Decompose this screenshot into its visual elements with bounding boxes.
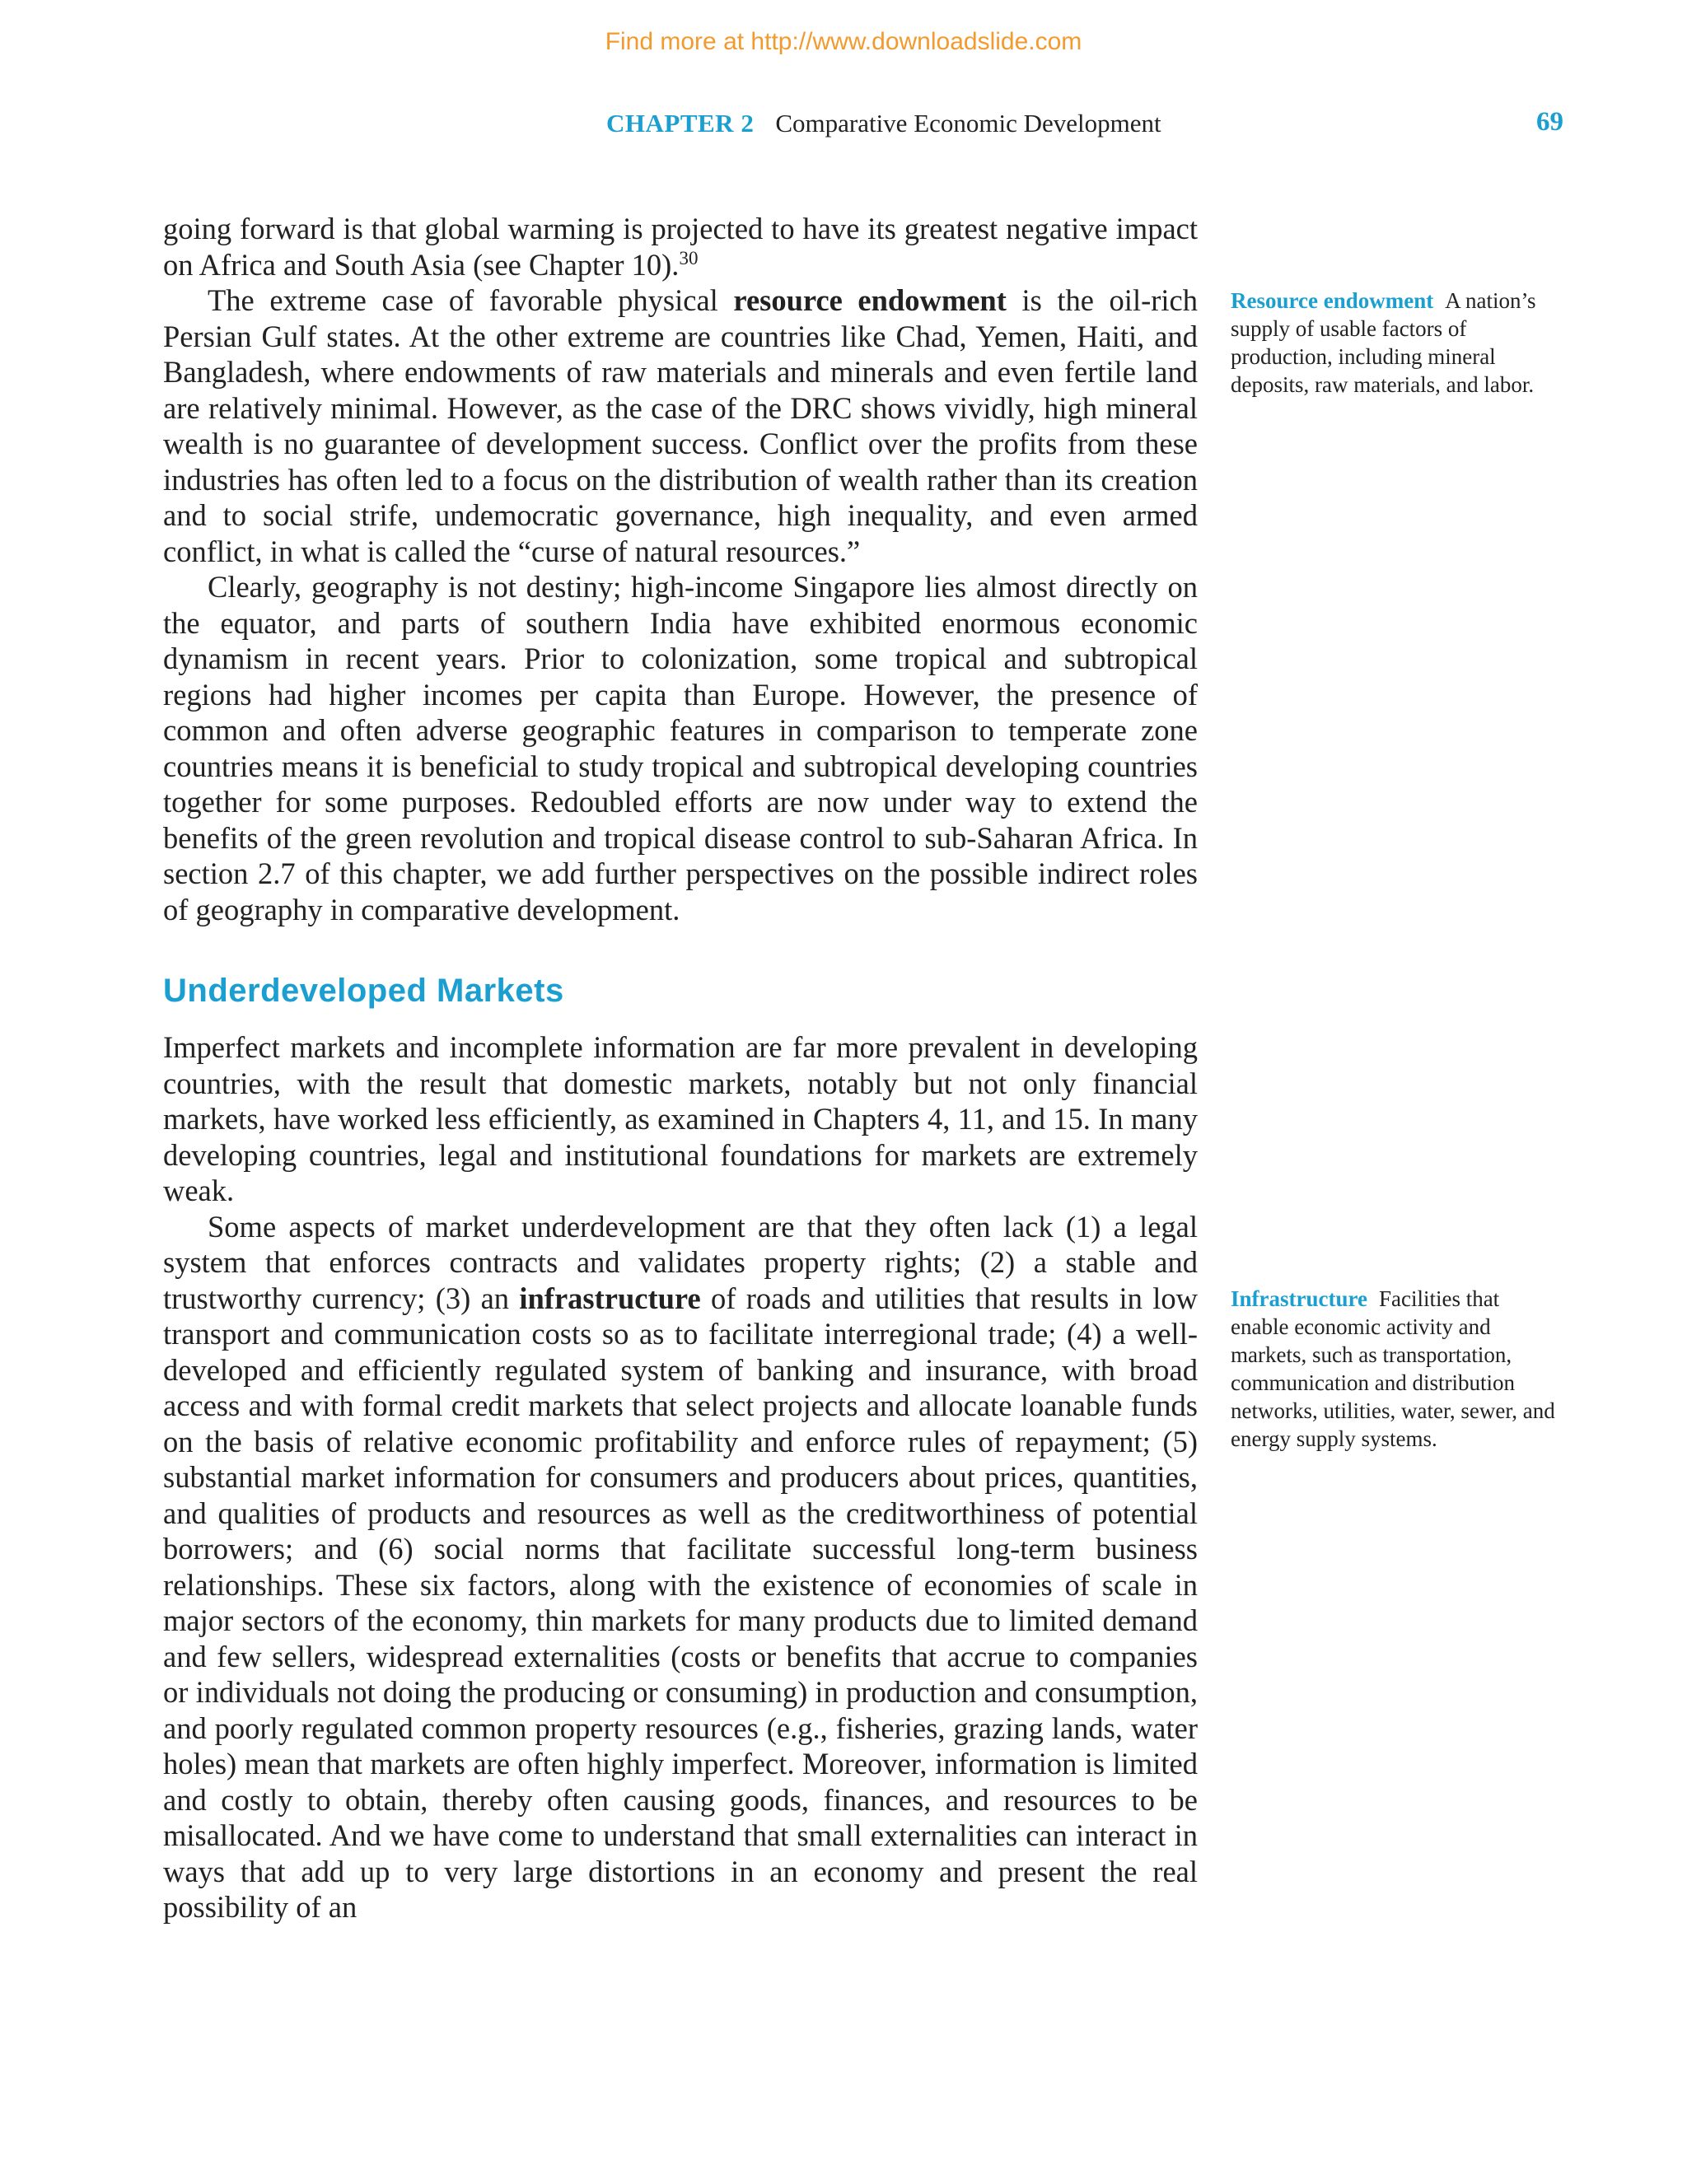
glossary-resource-endowment [1231,287,1557,399]
key-term-resource-endowment: resource endowment [733,283,1007,317]
chapter-title: Comparative Economic Development [775,109,1161,138]
main-text [163,211,1198,1925]
paragraph-2: The extreme case of favorable physical resource endowment is the oil-rich Persian Gulf states. At the other extreme are countries like Chad, Yemen, Haiti, and Bangladesh, where endowments of raw materials and minerals and even fertile land are relatively minimal. However, as the case of the DRC shows vividly, high mineral wealth is no guarantee of development success. Conflict over the profits from these industries has often led to a focus on the distribution of wealth rather than its creation and to social strife, undemocratic governance, high inequality, and even armed conflict, in what is called the “curse of natural resources.” [163,283,1198,568]
key-term-infrastructure: infrastructure [519,1281,701,1315]
glossary-infrastructure [1231,1285,1557,1453]
paragraph-5: Some aspects of market underdevelopment are that they often lack (1) a legal system that enforces contracts and validates property rights; (2) a stable and trustworthy currency; (3) an infrastructure of roads and utilities that results in low transport and communication costs so as to facilitate interregional trade; (4) a well-developed and efficiently regulated system of banking and insurance, with broad access and with formal credit markets that select projects and allocate loanable funds on the basis of relative economic profitability and enforce rules of repayment; (5) substantial market information for consumers and producers about prices, quantities, and qualities of products and resources as well as the creditworthiness of potential borrowers; and (6) social norms that facilitate successful long-term business relationships. These six factors, along with the existence of economies of scale in major sectors of the economy, thin markets for many products due to limited demand and few sellers, widespread externalities (costs or benefits that accrue to companies or individuals not doing the producing or consuming) in production and consumption, and poorly regulated common property resources (e.g., fisheries, grazing lands, water holes) mean that markets are often highly imperfect. Moreover, information is limited and costly to obtain, thereby often causing goods, finances, and resources to be misallocated. And we have come to understand that small externalities can interact in ways that add up to very large distortions in an economy and present the real possibility of an [163,1209,1198,1924]
glossary-term: Resource endowment [1231,288,1434,313]
paragraph-4: Imperfect markets and incomplete information are far more prevalent in developing countries, with the result that domestic markets, notably but not only financial markets, have worked less efficiently, as examined in Chapters 4, 11, and 15. In many developing countries, legal and institutional foundations for markets are extremely weak. [163,1030,1198,1207]
running-head [606,109,1161,138]
paragraph-3: Clearly, geography is not destiny; high-income Singapore lies almost directly on the equator, and parts of southern India have exhibited enormous economic dynamism in recent years. Prior to colonization, some tropical and subtropical regions had higher incomes per capita than Europe. However, the presence of common and often adverse geographic features in comparison to temperate zone countries means it is beneficial to study tropical and subtropical developing countries together for some purposes. Redoubled efforts are now under way to extend the benefits of the green revolution and tropical disease control to sub-Saharan Africa. In section 2.7 of this chapter, we add further perspectives on the possible indirect roles of geography in comparative development. [163,570,1198,926]
page-number: 69 [1536,107,1563,137]
footnote-ref[interactable]: 30 [679,247,699,268]
glossary-term: Infrastructure [1231,1286,1367,1311]
paragraph-1: going forward is that global warming is projected to have its greatest negative impact on Africa and South Asia (see Chapter 10).$^{30}$ [163,212,1198,282]
watermark: Find more at http://www.downloadslide.com [605,28,1082,55]
glossary-definition: Facilities that enable economic activity and markets, such as transportation, communication and distribution networks, utilities, water, sewer, and energy supply systems. [1231,1286,1555,1451]
chapter-label: CHAPTER 2 [606,109,755,138]
glossary-definition: A nation’s supply of usable factors of production, including mineral deposits, raw materials, and labor. [1231,288,1536,397]
section-heading: Underdeveloped Markets [163,973,564,1009]
